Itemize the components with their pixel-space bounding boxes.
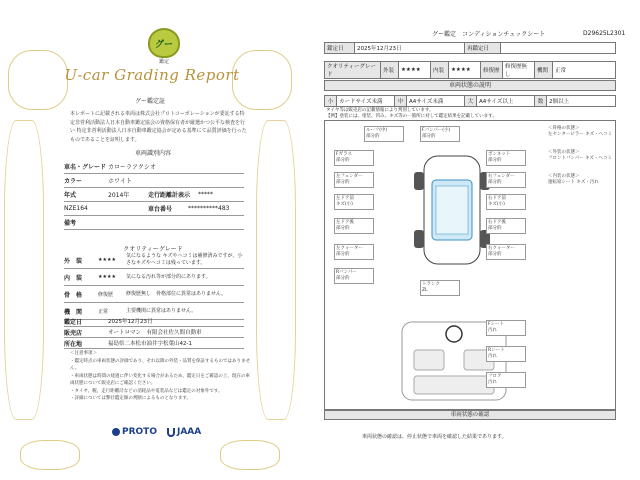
grade-row-exterior: 外 装 ★★★★ 気になるような キズやヘコミは補修済みですが、小さなキズやヘコミは残っています。 [64,252,244,269]
quality-grade-heading: クオリティーグレード [123,246,183,253]
sheet-title: グー鑑定 コンディションチェックシート [432,31,546,38]
size-legend-table [324,95,616,107]
wheel-front-left [414,172,424,190]
sheet-footer-note: 車両状態の確認は、停止状態で車両を確認した結果であります。 [362,434,507,440]
detail-row-dealer: 販売店 オートロマン 有限会社佐久間自動車 [64,327,244,338]
detail-row-date: 鑑定日 2025年12月23日 [64,316,244,327]
callout-right-fender: 右フェンダー 部分的 [486,172,526,188]
vehicle-row-notes: 備考 [64,216,244,230]
count-value: 2個以上 [547,96,616,107]
logos [112,424,222,440]
ornament-left-vine [4,120,44,420]
callout-left-quarter: 左クォーター 部分的 [334,244,374,260]
detail-row-address: 所在地 福島県二本松市油井字松葉山42-1 [64,338,244,349]
car-roof [436,186,468,234]
engine-value: 正常 [553,62,616,79]
size-large-value: A4サイズ以上 [477,96,535,107]
grade-row-frame: 骨 格 修復歴 修復歴無し 骨格部位に異常はありません。 [64,286,244,303]
report-title: U-car Grading Report [64,66,240,84]
ornament-bottom-left [20,440,80,470]
quality-grade-table [324,61,616,79]
sheet-id: D29625L2301 [583,30,626,37]
callout-roof: ルーフ(中) 部分的 [364,126,404,142]
exterior-stars: ★★★★ [399,62,431,79]
size-small-label: 小 [325,96,337,107]
size-small-value: カードサイズ未満 [337,96,395,107]
frame-condition: ＜骨格の状態＞ 左センターピラー キズ・ヘコミ [548,126,613,137]
jaaa-mark-icon [167,428,175,437]
engine-label: 機関 [535,62,553,79]
proto-logo: PROTO [112,427,157,437]
date-table [324,42,616,54]
ornament-bottom-right [220,440,280,470]
interior-stars: ★★★★ [449,62,481,79]
size-large-label: 大 [465,96,477,107]
vehicle-row-color: カラー ホワイト [64,174,244,188]
callout-rear-bumper: Rバンパー 部分的 [334,268,374,284]
certificate-intro: 本レポートに記載される車両は株式会社プロトコーポレーションが委託する特定非営利活動法人日本自動車鑑定協会の資格保有者が厳選かつ公平な検査を行い 特定非営利活動法人日本自動車鑑定協会が定める基準にて品質評価を行ったものであることを証明します。 [70,111,247,143]
vehicle-description-heading: 車両状態の説明 [324,80,616,91]
shield-icon: グー [148,28,180,58]
callout-rear-seat: Rシート 汚れ [486,346,526,362]
steering-wheel-icon [446,326,462,342]
front-seat-left [414,350,444,370]
grade-row-interior: 内 装 ★★★★ 気になる汚れ等が部分的にあります。 [64,269,244,286]
size-medium-value: A4サイズ未満 [407,96,465,107]
size-medium-label: 中 [395,96,407,107]
quality-grade-label: クオリティーグレード [325,62,381,79]
callout-bonnet: ボンネット 部分的 [486,150,526,166]
callout-front-glass: Fガラス 部分的 [334,150,374,166]
proto-mark-icon [112,428,120,436]
vehicle-status-heading: 車両状態の確認 [324,410,616,420]
callout-trunk: トランク ZL [420,280,460,296]
wheel-rear-left [414,230,424,248]
inspection-date-label: 鑑定日 [325,43,355,54]
reinspection-date-value [501,43,616,54]
reinspection-date-label: 再鑑定日 [465,43,501,54]
callout-right-quarter: 右クォーター 部分的 [486,244,526,260]
grade-row-engine: 機 関 正常 主要機関に異常はありません。 [64,303,244,320]
vehicle-heading: 車両識別内容 [134,150,171,157]
legend-text: タイヤ等は販売店の記載情報により判別しています。 【例】塗装には、塗装、凹み、キズ等の一箇所に対して鑑定結果を記載しています。 [326,108,497,119]
inspection-date-value: 2025年12月23日 [355,43,465,54]
vehicle-row-year: 年式 2014年 走行距離計表示 ***** [64,188,244,202]
callout-right-front-door: 右ドア前 キズ(小) [486,194,526,210]
callout-left-rear-door: 左ドア後 部分的 [334,218,374,234]
callout-right-rear-door: 右ドア後 部分的 [486,218,526,234]
exterior-label: 外装 [381,62,399,79]
callout-floor: フロア 汚れ [486,372,526,388]
notes-text: ＜注意事項＞ ・鑑定時点の車両状態の評価であり、それ以降の外装・品質を保証するものではありません。 ・車両状態は時間の経過に伴い変化する場合があるため、鑑定日をご確認の上、現在の車両状態について販売店にご確認ください。 ・タイヤ、幌、走行距離計などの消耗品や電装品などは鑑定の対象外です。 ・詳細については弊社鑑定師の判断によるものとなります。 [70,351,250,401]
callout-left-fender: 左フェンダー 部分的 [334,172,374,188]
vehicle-row-name: 車名・グレード カローラアクシオ [64,160,244,174]
callout-front-seat: Fシート 汚れ [486,320,526,336]
grading-certificate [0,0,300,480]
interior-label: 内装 [431,62,449,79]
certificate-label: グー鑑定証 [134,98,165,105]
jaaa-logo: JAAA [167,427,201,437]
rear-seat [414,376,494,394]
exterior-condition: ＜外装の状態＞ フロントバンパー キズ・ヘコミ [548,150,612,161]
badge-subtitle: 鑑定 [158,59,169,65]
interior-condition: ＜内装の状態＞ 運転席シート キズ・汚れ [548,174,599,185]
count-label: 数 [535,96,547,107]
callout-left-front-door: 左ドア前 キズ(小) [334,194,374,210]
vehicle-row-model: NZE164 車台番号 **********483 [64,202,244,216]
goo-kantei-badge [148,28,180,65]
callout-front-bumper: Fバンパー(小) 部分的 [420,126,460,142]
repair-label: 修復歴 [481,62,503,79]
repair-value: 修復歴無し [503,62,535,79]
ornament-right-vine [256,120,296,420]
